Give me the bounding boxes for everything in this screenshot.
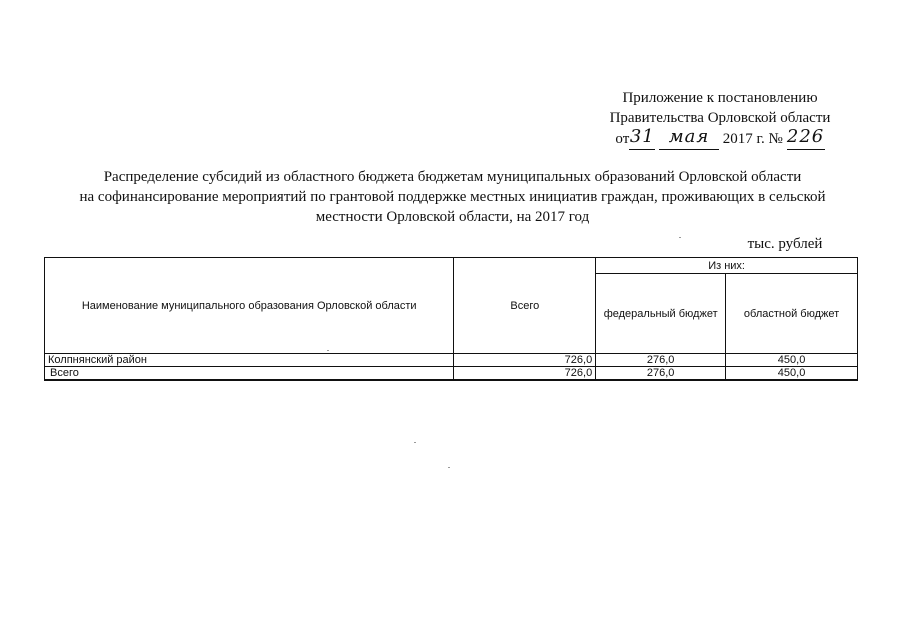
subsidy-table	[44, 257, 858, 381]
appendix-line-1: Приложение к постановлению	[622, 90, 818, 106]
row-federal: 276,0	[596, 354, 726, 367]
decree-day-field	[629, 128, 655, 150]
scan-speck	[448, 467, 450, 468]
decree-day-handwritten: 31	[629, 126, 655, 147]
appendix-header	[600, 88, 840, 150]
header-federal-budget: федеральный бюджет	[596, 274, 726, 354]
header-total: Всего	[454, 258, 596, 354]
table-row-total	[45, 367, 858, 381]
title-line-2: на софинансирование мероприятий по грантовой поддержке местных инициатив граждан, проживающих в сельской	[79, 189, 826, 205]
decree-number-handwritten: 226	[786, 126, 825, 147]
row-total: 726,0	[454, 354, 596, 367]
header-municipality: Наименование муниципального образования Орловской области	[45, 258, 454, 354]
title-line-1: Распределение субсидий из областного бюджета бюджетам муниципальных образований Орловской области	[103, 169, 802, 185]
decree-month-field	[659, 128, 719, 150]
row-federal: 276,0	[596, 367, 726, 381]
scan-speck	[679, 237, 681, 238]
from-label: от	[615, 131, 630, 147]
scan-speck	[327, 350, 329, 351]
decree-number-field	[787, 128, 825, 150]
header-regional-budget: областной бюджет	[726, 274, 858, 354]
header-of-them: Из них:	[596, 258, 858, 274]
table-row	[45, 354, 858, 367]
decree-date-number-line	[600, 128, 840, 150]
row-regional: 450,0	[726, 367, 858, 381]
decree-month-handwritten: мая	[668, 126, 710, 147]
row-total: 726,0	[454, 367, 596, 381]
row-municipality: Колпнянский район	[45, 354, 454, 367]
units-label: тыс. рублей	[747, 236, 823, 252]
table-header-row-1	[45, 258, 858, 274]
row-regional: 450,0	[726, 354, 858, 367]
row-municipality: Всего	[45, 367, 454, 381]
year-number-label: 2017 г. №	[722, 131, 783, 147]
appendix-line-2: Правительства Орловской области	[609, 110, 831, 126]
document-title	[0, 167, 905, 227]
title-line-3: местности Орловской области, на 2017 год	[315, 209, 590, 225]
scan-speck	[414, 442, 416, 443]
